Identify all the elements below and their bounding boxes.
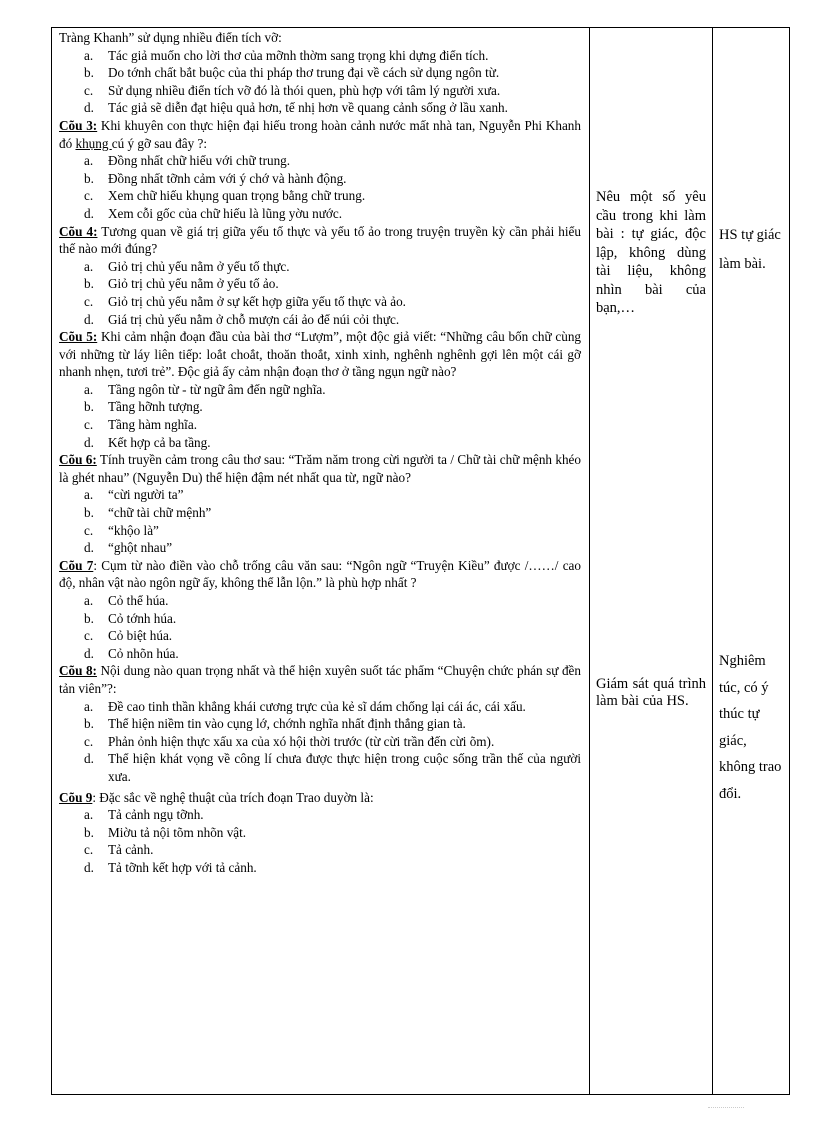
option-marker: a. xyxy=(84,381,94,397)
question-label: Cõu 8: xyxy=(59,663,97,679)
option-text: Tả cảnh. xyxy=(108,842,154,858)
option-marker: c. xyxy=(84,628,94,644)
option-marker: b. xyxy=(84,610,94,626)
option-marker: b. xyxy=(84,65,94,81)
option-text: Cỏ thể húa. xyxy=(108,593,169,608)
option-text: Cỏ tớnh húa. xyxy=(108,610,177,626)
option-text: Do tớnh chất bắt buộc của thi pháp thơ trung đại về cách sử dụng ngôn từ. xyxy=(108,65,500,81)
option-marker: d. xyxy=(84,205,94,221)
questions-column xyxy=(52,28,590,1094)
option-marker: a. xyxy=(84,698,94,714)
option-item xyxy=(59,170,581,188)
option-marker: a. xyxy=(84,258,94,274)
question-stem xyxy=(59,117,581,152)
question-label: Cõu 4: xyxy=(59,223,98,239)
option-text: Giá trị chủ yếu nằm ở chỗ mượn cái ảo để núi cỏi thực. xyxy=(108,311,400,327)
student-activity-column xyxy=(713,28,789,1094)
option-item xyxy=(59,645,581,663)
option-marker: c. xyxy=(84,733,94,749)
question-options xyxy=(59,381,581,451)
question-stem xyxy=(59,451,581,486)
option-text: Thể hiện niềm tin vào cụng lớ, chớnh nghĩa nhất định thắng gian tà. xyxy=(108,716,466,732)
option-marker: c. xyxy=(84,417,94,433)
option-item xyxy=(59,592,581,610)
option-marker: d. xyxy=(84,540,94,556)
option-text: Đề cao tinh thần khẳng khái cương trực của kẻ sĩ dám chống lại cái ác, cái xấu. xyxy=(108,698,526,714)
option-item xyxy=(59,733,581,751)
question-label: Cõu 9 xyxy=(59,789,93,805)
option-marker: c. xyxy=(84,82,94,98)
option-text: Đồng nhất tỡnh cảm với ý chớ và hành động. xyxy=(108,170,347,186)
footer-dots xyxy=(708,1107,744,1108)
question-label: Cõu 3: xyxy=(59,117,98,133)
option-text: Miờu tả nội tõm nhõn vật. xyxy=(108,824,247,840)
question-options xyxy=(59,152,581,222)
option-item xyxy=(59,416,581,434)
option-text: Giỏ trị chủ yếu nằm ở yếu tố ảo. xyxy=(108,276,279,292)
option-marker: c. xyxy=(84,188,94,204)
option-text: “khộo là” xyxy=(108,522,159,538)
option-item xyxy=(59,99,581,117)
option-marker: a. xyxy=(84,153,94,169)
option-item xyxy=(59,47,581,65)
option-marker: a. xyxy=(84,593,94,608)
teacher-activity-column xyxy=(590,28,713,1094)
option-marker: c. xyxy=(84,522,94,538)
option-text: Phản ỏnh hiện thực xấu xa của xó hội thời trước (từ cừi trần đến cừi õm). xyxy=(108,733,495,749)
option-item xyxy=(59,841,581,859)
question-label: Cõu 6: xyxy=(59,452,97,468)
option-item xyxy=(59,434,581,452)
option-text: Tả cảnh ngụ tỡnh. xyxy=(108,807,204,823)
option-marker: a. xyxy=(84,47,94,63)
question-stem xyxy=(59,789,581,807)
option-marker: d. xyxy=(84,434,94,450)
option-marker: d. xyxy=(84,100,94,116)
option-text: Xem cỗi gốc của chữ hiếu là lũng yờu nước. xyxy=(108,205,343,221)
option-item xyxy=(59,381,581,399)
option-text: Xem chữ hiếu khụng quan trọng bằng chữ trung. xyxy=(108,188,366,204)
option-item xyxy=(59,522,581,540)
teacher-note-supervise: Giám sát quá trình làm bài của HS. xyxy=(596,676,706,709)
question-underlined: khụng xyxy=(75,135,112,151)
option-text: “cừi người ta” xyxy=(108,487,184,503)
lead-options xyxy=(59,47,581,117)
option-item xyxy=(59,152,581,170)
student-note-discipline: Nghiêm túc, có ý thúc tự giác, không trao đổi. xyxy=(719,653,782,802)
option-item xyxy=(59,824,581,842)
questions-content xyxy=(59,29,581,877)
option-marker: b. xyxy=(84,505,94,521)
option-text: Giỏ trị chủ yếu nằm ở yếu tố thực. xyxy=(108,258,290,274)
question-text-after: cú ý gỡ sau đây ?: xyxy=(111,135,207,151)
option-text: Tả tỡnh kết hợp với tả cảnh. xyxy=(108,859,257,875)
option-item xyxy=(59,82,581,100)
option-text: “ghột nhau” xyxy=(108,540,173,556)
option-item xyxy=(59,859,581,877)
option-text: Tầng ngôn từ - từ ngữ âm đến ngữ nghĩa. xyxy=(108,381,326,397)
option-item xyxy=(59,187,581,205)
question-label: Cõu 7 xyxy=(59,557,94,573)
option-item xyxy=(59,715,581,733)
question-stem xyxy=(59,662,581,697)
option-text: Giỏ trị chủ yếu nằm ở sự kết hợp giữa yếu tố thực và ảo. xyxy=(108,293,406,309)
questions-list xyxy=(59,117,581,877)
option-item xyxy=(59,539,581,557)
question-text: Khi cảm nhận đoạn đầu của bài thơ “Lượm”, một độc giả viết: “Những câu bốn chữ cùng với những từ láy liên tiếp: loắt choắt, thoăn thoắt, xinh xinh, nghênh nghênh gợi lên một cái gỡ nhanh nhẹn, tươi trẻ”. Độc giả ấy cảm nhận đoạn thơ ở tầng ngụn ngữ nào? xyxy=(59,329,582,380)
question-stem xyxy=(59,557,581,592)
option-item xyxy=(59,275,581,293)
option-marker: c. xyxy=(84,842,94,858)
lead-text: Tràng Khanh” sử dụng nhiều điển tích vỡ: xyxy=(59,30,282,45)
teacher-note-requirements: Nêu một số yêu cầu trong khi làm bài : tự giác, độc lập, không dùng tài liệu, không nhìn bài của bạn,… xyxy=(596,189,706,316)
option-marker: d. xyxy=(84,859,94,875)
option-text: Kết hợp cả ba tầng. xyxy=(108,434,211,450)
option-item xyxy=(59,205,581,223)
option-marker: b. xyxy=(84,824,94,840)
option-marker: b. xyxy=(84,399,94,415)
question-options xyxy=(59,698,581,786)
option-marker: b. xyxy=(84,276,94,292)
question-stem xyxy=(59,223,581,258)
question-text: Nội dung nào quan trọng nhất và thể hiện xuyên suốt tác phẩm “Chuyện chức phán sự đền tản viên”?: xyxy=(59,663,582,696)
student-note-selfwork: HS tự giác làm bài. xyxy=(719,227,781,272)
option-marker: a. xyxy=(84,807,94,823)
question-options xyxy=(59,486,581,556)
question-text: Khi khuyên con thực hiện đại hiếu trong hoàn cảnh nước mất nhà tan, Nguyễn Phi Khanh đó xyxy=(59,117,581,151)
option-item xyxy=(59,750,581,785)
option-item xyxy=(59,627,581,645)
question-text: Tính truyền cảm trong câu thơ sau: “Trăm năm trong cừi người ta / Chữ tài chữ mệnh khéo là ghét nhau” (Nguyễn Du) thể hiện đậm nét nhất qua từ, ngữ nào? xyxy=(59,452,581,485)
option-marker: c. xyxy=(84,293,94,309)
option-text: Đồng nhất chữ hiếu với chữ trung. xyxy=(108,153,291,169)
option-item xyxy=(59,504,581,522)
option-item xyxy=(59,311,581,329)
question-options xyxy=(59,806,581,876)
option-marker: d. xyxy=(84,311,94,327)
option-marker: d. xyxy=(84,751,94,767)
option-item xyxy=(59,610,581,628)
question-options xyxy=(59,258,581,328)
option-item xyxy=(59,258,581,276)
option-text: “chữ tài chữ mệnh” xyxy=(108,505,212,521)
question-options xyxy=(59,592,581,662)
option-text: Thể hiện khát vọng về công lí chưa được thực hiện trong cuộc sống trần thế của người xưa. xyxy=(108,751,581,784)
question-label: Cõu 5: xyxy=(59,329,98,345)
option-item xyxy=(59,293,581,311)
option-item xyxy=(59,806,581,824)
lesson-table xyxy=(51,27,790,1095)
option-marker: b. xyxy=(84,170,94,186)
option-text: Tác giả muốn cho lời thơ của mỡnh thờm sang trọng khi dựng điển tích. xyxy=(108,47,489,63)
option-item xyxy=(59,698,581,716)
option-marker: a. xyxy=(84,487,94,503)
option-item xyxy=(59,64,581,82)
option-marker: d. xyxy=(84,645,94,661)
option-text: Tầng hàm nghĩa. xyxy=(108,417,197,433)
question-stem xyxy=(59,328,581,381)
option-text: Tầng hỡnh tượng. xyxy=(108,399,203,415)
option-marker: b. xyxy=(84,716,94,732)
option-text: Sử dụng nhiều điển tích vỡ đó là thói quen, phù hợp với tâm lý người xưa. xyxy=(108,82,501,98)
question-text: : Đặc sắc về nghệ thuật của trích đoạn Trao duyờn là: xyxy=(92,789,374,805)
option-item xyxy=(59,486,581,504)
option-text: Cỏ nhõn húa. xyxy=(108,645,179,661)
option-item xyxy=(59,398,581,416)
option-text: Tác giả sẽ diễn đạt hiệu quả hơn, tế nhị hơn về quang cảnh sống ở lầu xanh. xyxy=(108,100,508,116)
question-text: Tương quan về giá trị giữa yếu tố thực và yếu tố ảo trong truyện truyền kỳ cần phải hiểu thế nào mới đúng? xyxy=(59,223,581,257)
option-text: Cỏ biệt húa. xyxy=(108,628,173,644)
question-text: : Cụm từ nào điền vào chỗ trống câu văn sau: “Ngôn ngữ “Truyện Kiều” được /……/ cao độ, nhân vật nào ngôn ngữ ấy, không thể lẫn lộn.” là phù hợp nhất ? xyxy=(59,557,581,591)
